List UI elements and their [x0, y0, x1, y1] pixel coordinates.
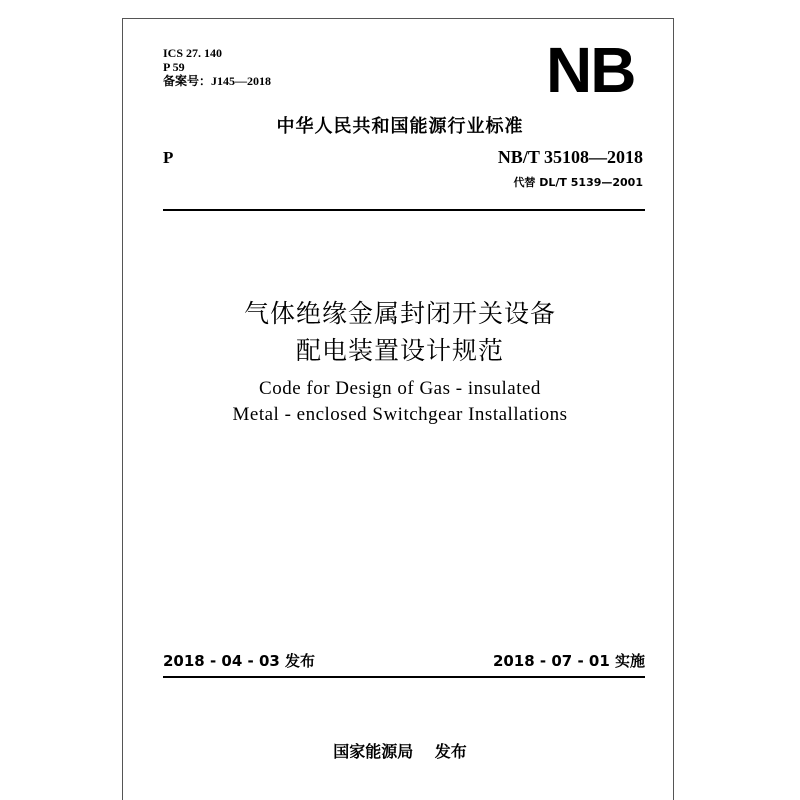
- implementation-date: 2018 - 07 - 01 实施: [492, 652, 645, 670]
- record-number: 备案号：J145—2018: [163, 74, 272, 88]
- class-code: P 59: [163, 60, 185, 74]
- chinese-title-line-2: 配电装置设计规范: [295, 336, 504, 365]
- publisher: 国家能源局 发布: [333, 742, 467, 761]
- ics-code: ICS 27. 140: [163, 46, 223, 60]
- standard-number: NB/T 35108—2018: [497, 147, 643, 167]
- english-title-line-2: Metal - enclosed Switchgear Installations: [232, 404, 568, 425]
- english-title-line-1: Code for Design of Gas - insulated: [259, 378, 541, 399]
- issue-date: 2018 - 04 - 03 发布: [163, 652, 316, 670]
- nb-logo: NB: [546, 34, 635, 106]
- industry-standard-heading: 中华人民共和国能源行业标准: [276, 116, 524, 137]
- bottom-divider: [163, 676, 645, 678]
- replaces-standard: 代替 DL/T 5139—2001: [513, 176, 643, 189]
- top-divider: [163, 209, 645, 211]
- classification-letter: P: [163, 148, 174, 167]
- chinese-title-line-1: 气体绝缘金属封闭开关设备: [243, 299, 556, 328]
- metadata-block: [163, 46, 271, 88]
